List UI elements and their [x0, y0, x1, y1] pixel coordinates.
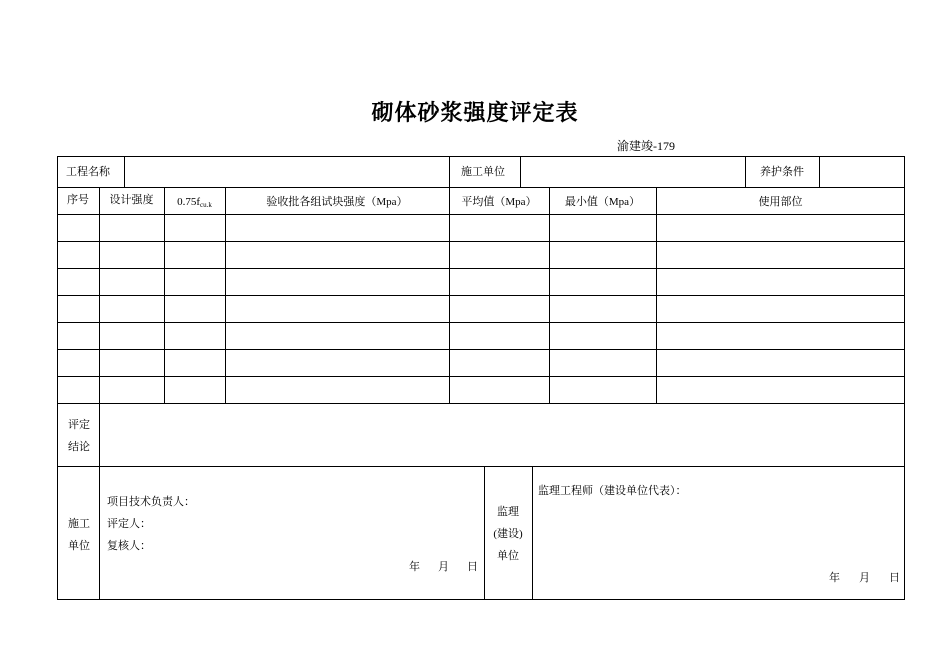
col-header-design-strength: 设计强度 [109, 194, 154, 206]
col-header-average: 平均值（Mpa） [461, 196, 537, 208]
row-divider [57, 268, 905, 269]
col-divider [745, 156, 746, 187]
conclusion-label-line2: 结论 [68, 441, 90, 453]
date-day-label: 日 [467, 561, 478, 573]
col-divider [449, 187, 450, 403]
assessor-label: 评定人： [107, 518, 151, 530]
conclusion-label-line1: 评定 [68, 419, 90, 431]
project-name-label: 工程名称 [66, 166, 110, 178]
row-divider [57, 295, 905, 296]
supervision-label-line3: 单位 [497, 550, 519, 562]
col-header-fcu [164, 195, 225, 212]
date2-year-label: 年 [829, 572, 840, 584]
row-divider [57, 349, 905, 350]
supervisor-label: 监理工程师（建设单位代表）： [538, 485, 687, 497]
row-divider [57, 214, 905, 215]
fcu-prefix: 0.75f [177, 196, 201, 208]
curing-condition-label: 养护条件 [760, 166, 804, 178]
construction-unit-label-line1: 施工 [68, 518, 90, 530]
date2-month-label: 月 [859, 572, 870, 584]
row-divider [57, 187, 905, 188]
col-divider [99, 187, 100, 600]
col-divider [656, 187, 657, 403]
construction-unit-label-line2: 单位 [68, 540, 90, 552]
reviewer-label: 复核人： [107, 540, 151, 552]
fcu-subscript: cu.k [200, 201, 212, 209]
col-header-batch-strength: 验收批各组试块强度（Mpa） [266, 196, 408, 208]
form-code: 渝建竣-179 [617, 139, 675, 153]
supervision-label-line1: 监理 [497, 506, 519, 518]
row-divider [57, 466, 905, 467]
col-header-seq: 序号 [67, 194, 89, 206]
row-divider [57, 322, 905, 323]
date-year-label: 年 [409, 561, 420, 573]
col-divider [532, 466, 533, 600]
construction-unit-label: 施工单位 [461, 166, 505, 178]
col-divider [124, 156, 125, 187]
form-title: 砌体砂浆强度评定表 [371, 101, 579, 126]
col-divider [549, 187, 550, 403]
date-month-label: 月 [438, 561, 449, 573]
col-header-usage: 使用部位 [758, 196, 803, 208]
col-divider [225, 187, 226, 403]
row-divider [57, 403, 905, 404]
row-divider [57, 241, 905, 242]
row-divider [57, 376, 905, 377]
supervision-label-line2: (建设) [493, 528, 523, 540]
col-divider [819, 156, 820, 187]
date2-day-label: 日 [889, 572, 900, 584]
col-divider [164, 187, 165, 403]
col-header-minimum: 最小值（Mpa） [564, 196, 641, 208]
form-table [57, 156, 905, 600]
col-divider [520, 156, 521, 187]
tech-lead-label: 项目技术负责人： [107, 496, 195, 508]
col-divider [449, 156, 450, 187]
